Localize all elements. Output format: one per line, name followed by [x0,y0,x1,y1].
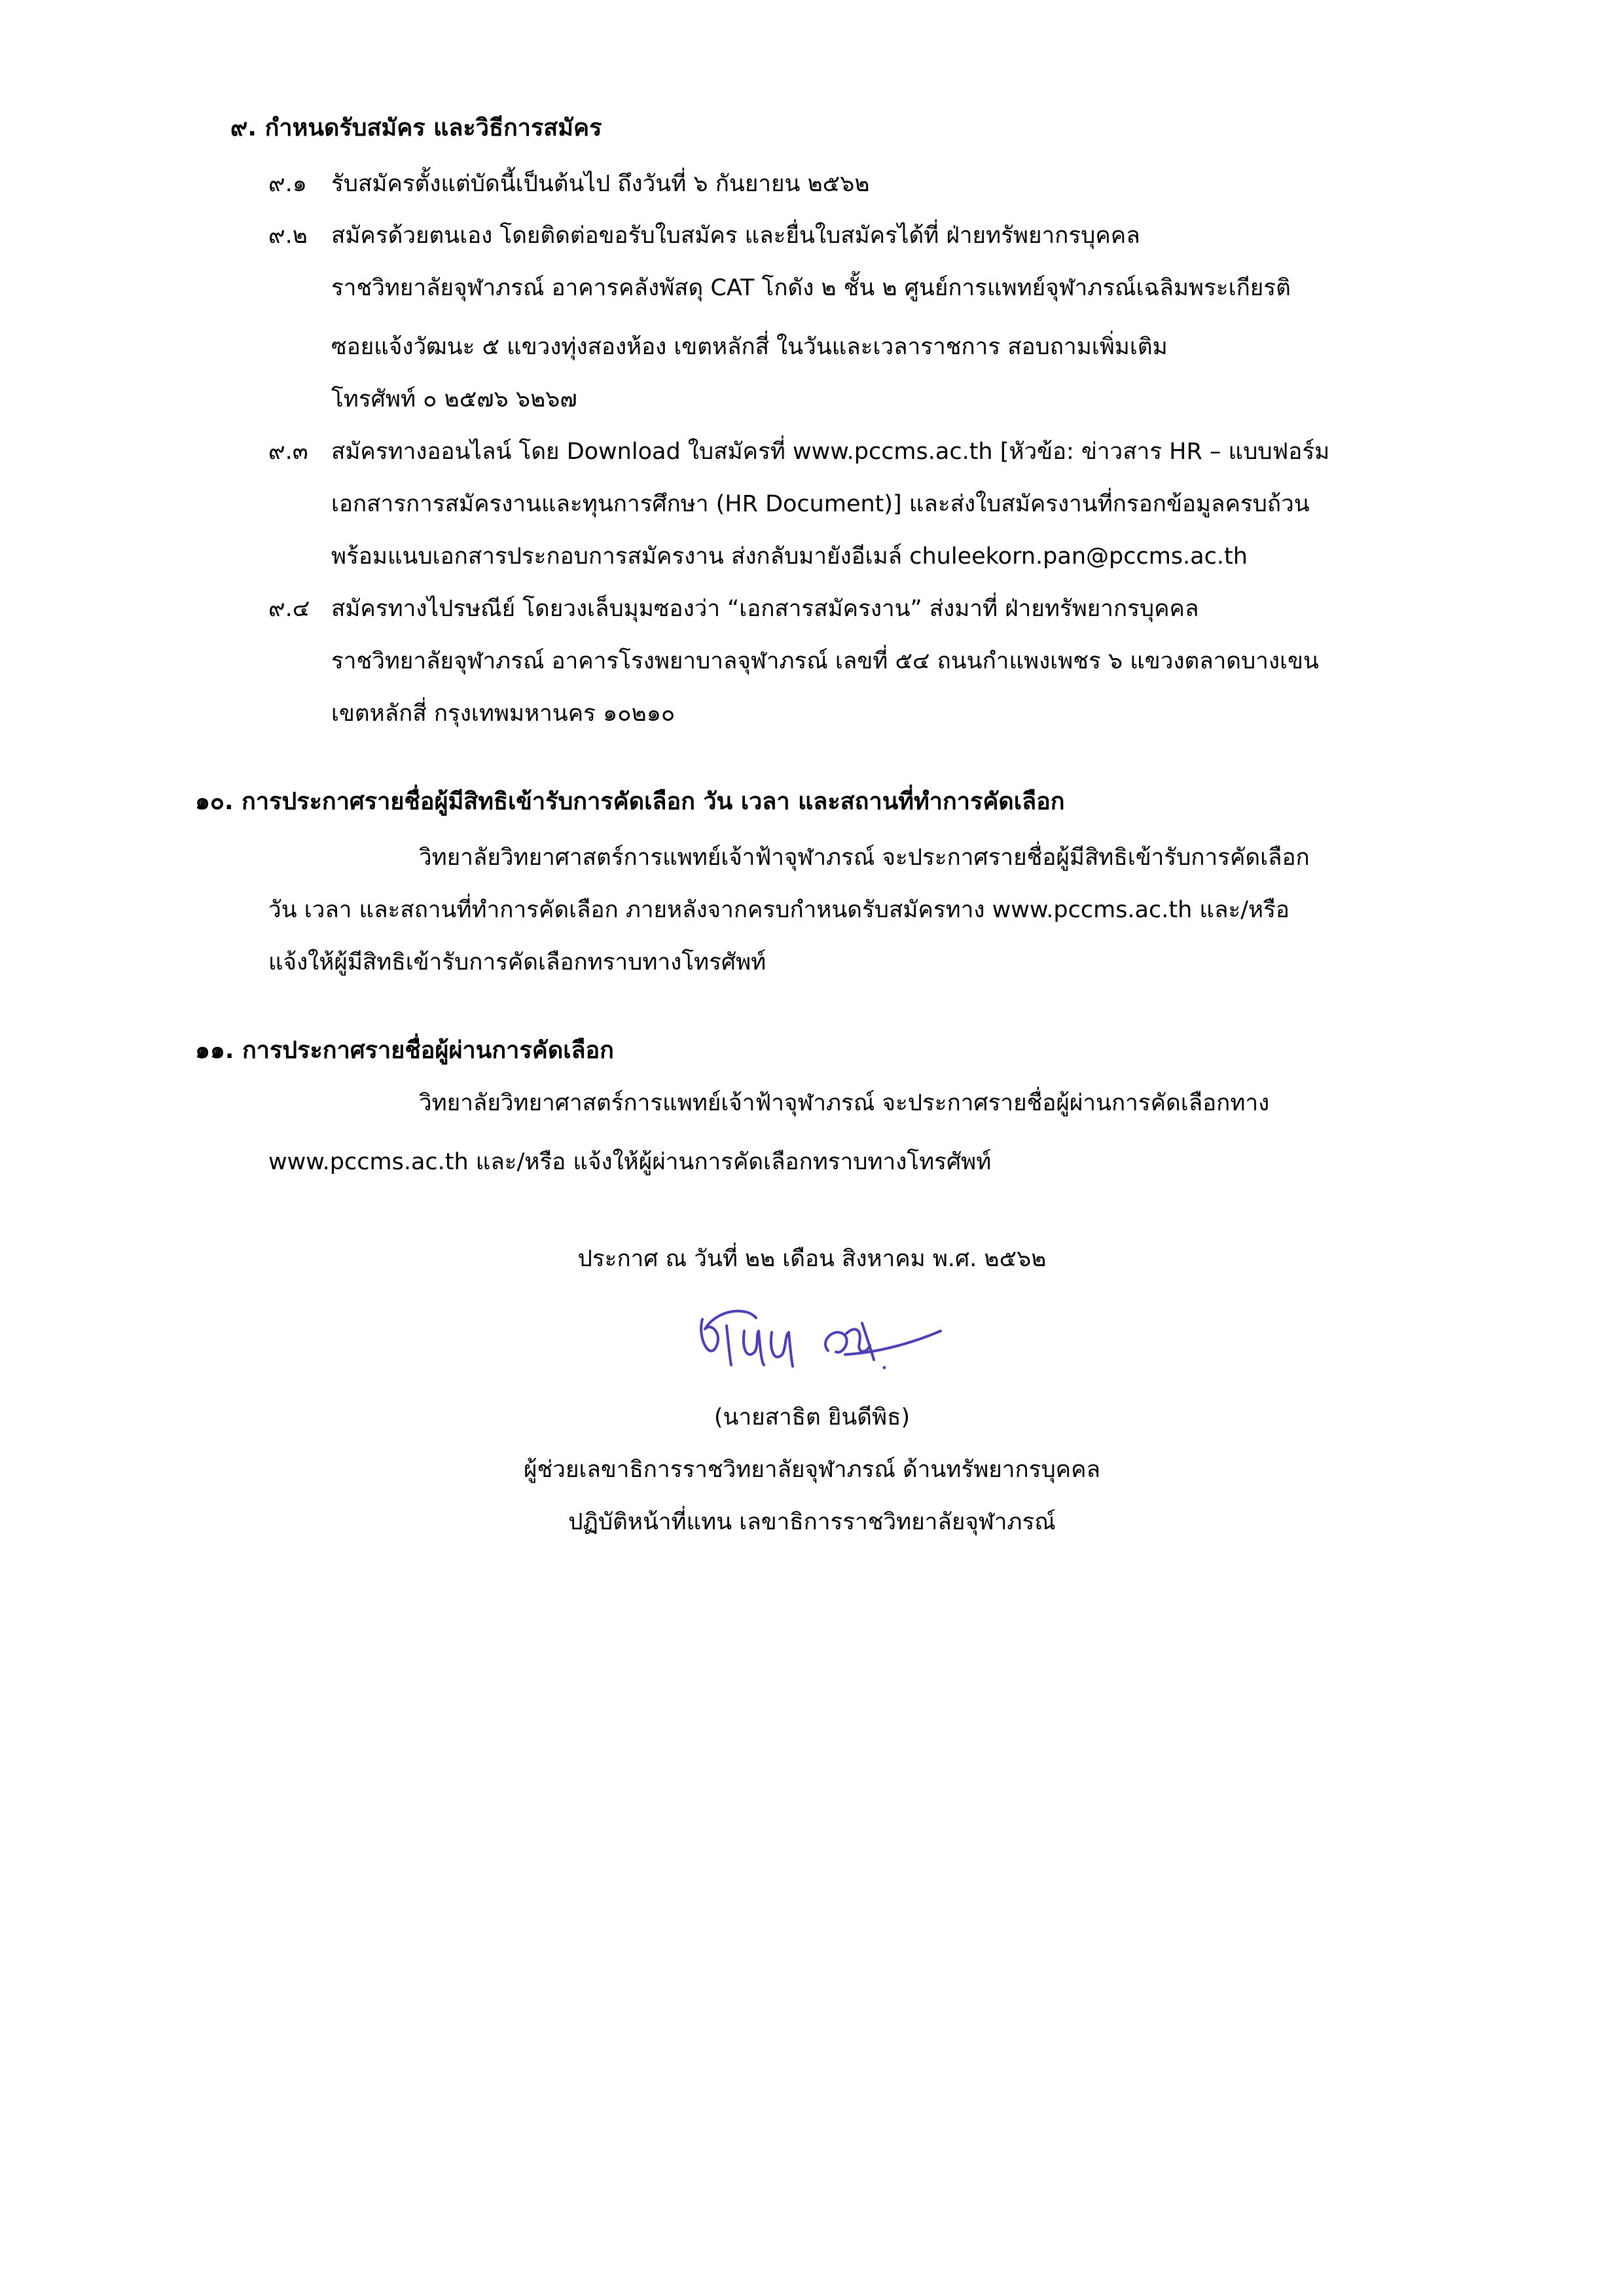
section-9-heading [230,109,602,148]
item-9-1-number: ๙.๑ [268,171,307,197]
item-9-2-line-1: สมัครด้วยตนเอง โดยติดต่อขอรับใบสมัคร และยื่นใบสมัครได้ที่ ฝ่ายทรัพยากรบุคคล [331,223,1140,249]
signatory-name: (นายสาธิต ยินดีพิธ) [713,1404,911,1430]
section-9-title: กำหนดรับสมัคร และวิธีการสมัคร [264,115,602,141]
item-9-4-number: ๙.๔ [268,596,310,622]
item-9-1-text: รับสมัครตั้งแต่บัดนี้เป็นต้นไป ถึงวันที่ ๖ กันยายน ๒๕๖๒ [331,171,870,197]
item-9-3 [268,432,1329,471]
section-10-number: ๑๐. [195,788,234,815]
item-9-1 [268,164,869,204]
item-9-2-line-2: ราชวิทยาลัยจุฬาภรณ์ อาคารคลังพัสดุ CAT โกดัง ๒ ชั้น ๒ ศูนย์การแพทย์จุฬาภรณ์เฉลิมพระเกียรติ [331,275,1291,301]
item-9-3-line-1: สมัครทางออนไลน์ โดย Download ใบสมัครที่ www.pccms.ac.th [หัวข้อ: ข่าวสาร HR – แบบฟอร์ม [331,439,1330,465]
item-9-2-line-4: โทรศัพท์ ๐ ๒๕๗๖ ๖๒๖๗ [331,386,577,412]
item-9-4-line-3: เขตหลักสี่ กรุงเทพมหานคร ๑๐๒๑๐ [331,701,676,727]
item-9-3-line-2: เอกสารการสมัครงานและทุนการศึกษา (HR Document)] และส่งใบสมัครงานที่กรอกข้อมูลครบถ้วน [331,491,1310,517]
section-11-line-2: www.pccms.ac.th และ/หรือ แจ้งให้ผู้ผ่านการคัดเลือกทราบทางโทรศัพท์ [268,1149,992,1175]
section-10-line-3: แจ้งให้ผู้มีสิทธิเข้ารับการคัดเลือกทราบทางโทรศัพท์ [268,949,767,975]
section-11-line-1: วิทยาลัยวิทยาศาสตร์การแพทย์เจ้าฟ้าจุฬาภรณ์ จะประกาศรายชื่อผู้ผ่านการคัดเลือกทาง [419,1090,1270,1116]
section-10-line-2: วัน เวลา และสถานที่ทำการคัดเลือก ภายหลังจากครบกำหนดรับสมัครทาง www.pccms.ac.th และ/หรือ [268,897,1290,923]
handwritten-signature [691,1300,946,1385]
item-9-4-line-1: สมัครทางไปรษณีย์ โดยวงเล็บมุมซองว่า “เอกสารสมัครงาน” ส่งมาที่ ฝ่ายทรัพยากรบุคคล [331,596,1199,622]
item-9-4 [268,589,1199,629]
section-10-heading [195,782,1065,822]
item-9-2-number: ๙.๒ [268,223,308,249]
item-9-2 [268,216,1140,255]
section-11-title: การประกาศรายชื่อผู้ผ่านการคัดเลือก [242,1037,614,1064]
item-9-4-line-2: ราชวิทยาลัยจุฬาภรณ์ อาคารโรงพยาบาลจุฬาภรณ์ เลขที่ ๕๔ ถนนกำแพงเพชร ๖ แขวงตลาดบางเขน [331,648,1319,674]
item-9-3-number: ๙.๓ [268,439,308,465]
item-9-3-line-3: พร้อมแนบเอกสารประกอบการสมัครงาน ส่งกลับมายังอีเมล์ chuleekorn.pan@pccms.ac.th [331,543,1248,570]
signatory-position-line-1: ผู้ช่วยเลขาธิการราชวิทยาลัยจุฬาภรณ์ ด้านทรัพยากรบุคคล [524,1457,1100,1483]
section-11-heading [195,1031,614,1070]
section-10-title: การประกาศรายชื่อผู้มีสิทธิเข้ารับการคัดเลือก วัน เวลา และสถานที่ทำการคัดเลือก [242,788,1065,815]
item-9-2-line-3: ซอยแจ้งวัฒนะ ๕ แขวงทุ่งสองห้อง เขตหลักสี่ ในวันและเวลาราชการ สอบถามเพิ่มเติม [331,334,1168,360]
announcement-date: ประกาศ ณ วันที่ ๒๒ เดือน สิงหาคม พ.ศ. ๒๕๖๒ [577,1246,1047,1272]
section-10-line-1: วิทยาลัยวิทยาศาสตร์การแพทย์เจ้าฟ้าจุฬาภรณ์ จะประกาศรายชื่อผู้มีสิทธิเข้ารับการคัดเลือก [419,845,1310,871]
signatory-position-line-2: ปฏิบัติหน้าที่แทน เลขาธิการราชวิทยาลัยจุฬาภรณ์ [568,1509,1056,1535]
section-9-number: ๙. [230,115,257,141]
section-11-number: ๑๑. [195,1037,234,1064]
